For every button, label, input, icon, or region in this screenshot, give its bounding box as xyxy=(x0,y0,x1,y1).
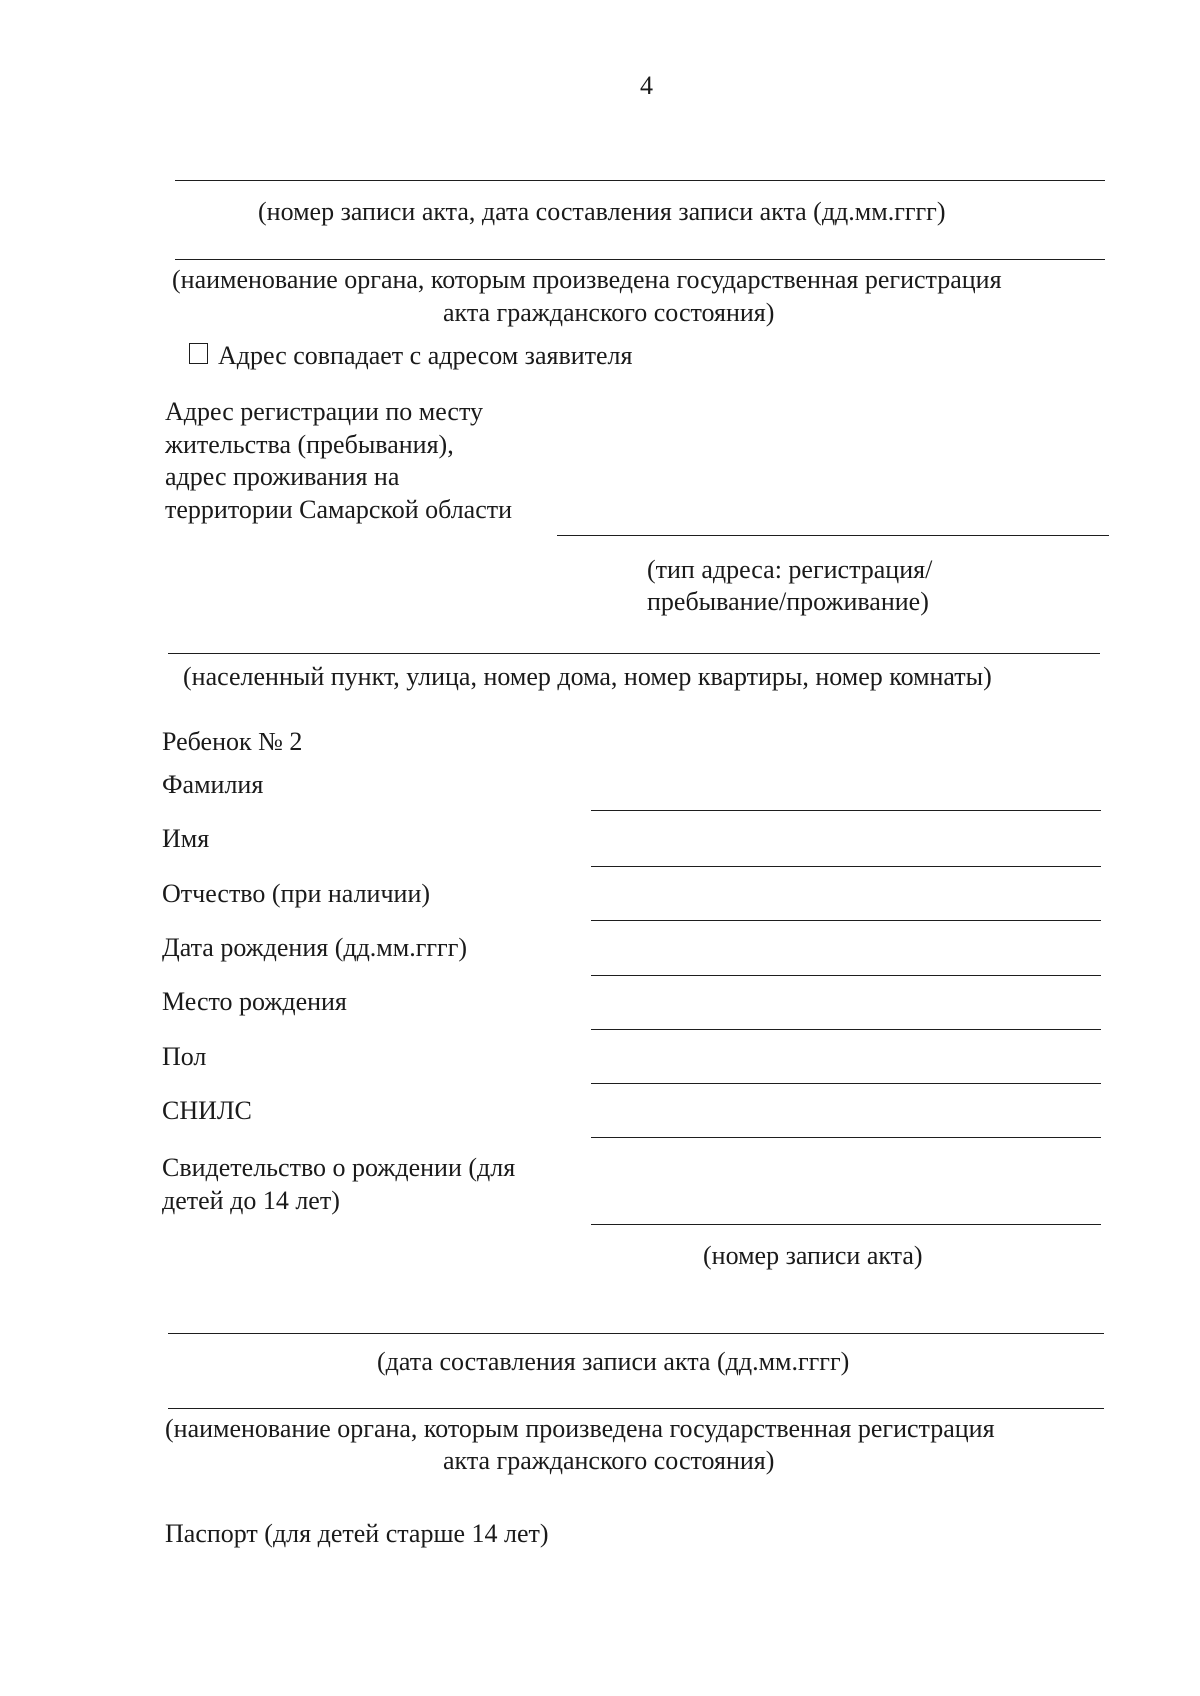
child2-birth-certificate-label-line1: Свидетельство о рождении (для xyxy=(162,1153,516,1182)
child2-sex-field[interactable] xyxy=(591,1083,1101,1084)
child2-authority-field[interactable] xyxy=(168,1408,1104,1409)
address-label-line4: территории Самарской области xyxy=(165,495,513,524)
address-label-line1: Адрес регистрации по месту xyxy=(165,397,483,426)
child2-name-field[interactable] xyxy=(591,866,1101,867)
child2-sex-label: Пол xyxy=(162,1042,207,1071)
act-record-caption: (номер записи акта, дата составления записи акта (дд.мм.гггг) xyxy=(258,197,946,226)
child2-act-number-caption: (номер записи акта) xyxy=(703,1241,923,1270)
address-label-line2: жительства (пребывания), xyxy=(165,430,454,459)
address-details-caption: (населенный пункт, улица, номер дома, номер квартиры, номер комнаты) xyxy=(183,662,992,691)
act-record-number-date-field[interactable] xyxy=(175,180,1105,181)
child2-authority-caption-line1: (наименование органа, которым произведена государственная регистрация xyxy=(165,1414,995,1443)
act-authority-field[interactable] xyxy=(175,259,1105,260)
act-authority-caption-line2: акта гражданского состояния) xyxy=(443,298,775,327)
address-type-caption-line1: (тип адреса: регистрация/ xyxy=(647,555,933,584)
child2-snils-field[interactable] xyxy=(591,1137,1101,1138)
child2-act-date-field[interactable] xyxy=(168,1333,1104,1334)
address-label-line3: адрес проживания на xyxy=(165,462,400,491)
child2-surname-label: Фамилия xyxy=(162,770,264,799)
child2-act-number-field[interactable] xyxy=(591,1224,1101,1225)
address-match-label: Адрес совпадает с адресом заявителя xyxy=(218,341,633,370)
child2-heading: Ребенок № 2 xyxy=(162,727,303,756)
child2-act-date-caption: (дата составления записи акта (дд.мм.гггг) xyxy=(377,1347,850,1376)
address-type-field[interactable] xyxy=(557,535,1109,536)
child2-birth-place-label: Место рождения xyxy=(162,987,347,1016)
address-type-caption-line2: пребывание/проживание) xyxy=(647,587,929,616)
page-number: 4 xyxy=(640,71,653,100)
child2-birth-date-label: Дата рождения (дд.мм.гггг) xyxy=(162,933,468,962)
child2-birth-certificate-label-line2: детей до 14 лет) xyxy=(162,1186,340,1215)
child2-birth-date-field[interactable] xyxy=(591,975,1101,976)
child2-surname-field[interactable] xyxy=(591,810,1101,811)
child2-patronymic-field[interactable] xyxy=(591,920,1101,921)
child2-authority-caption-line2: акта гражданского состояния) xyxy=(443,1446,775,1475)
child2-passport-label: Паспорт (для детей старше 14 лет) xyxy=(165,1519,549,1548)
address-match-checkbox[interactable] xyxy=(189,343,208,364)
child2-name-label: Имя xyxy=(162,824,210,853)
address-details-field[interactable] xyxy=(168,653,1100,654)
child2-snils-label: СНИЛС xyxy=(162,1096,252,1125)
child2-birth-place-field[interactable] xyxy=(591,1029,1101,1030)
child2-patronymic-label: Отчество (при наличии) xyxy=(162,879,431,908)
act-authority-caption-line1: (наименование органа, которым произведена государственная регистрация xyxy=(172,265,1002,294)
